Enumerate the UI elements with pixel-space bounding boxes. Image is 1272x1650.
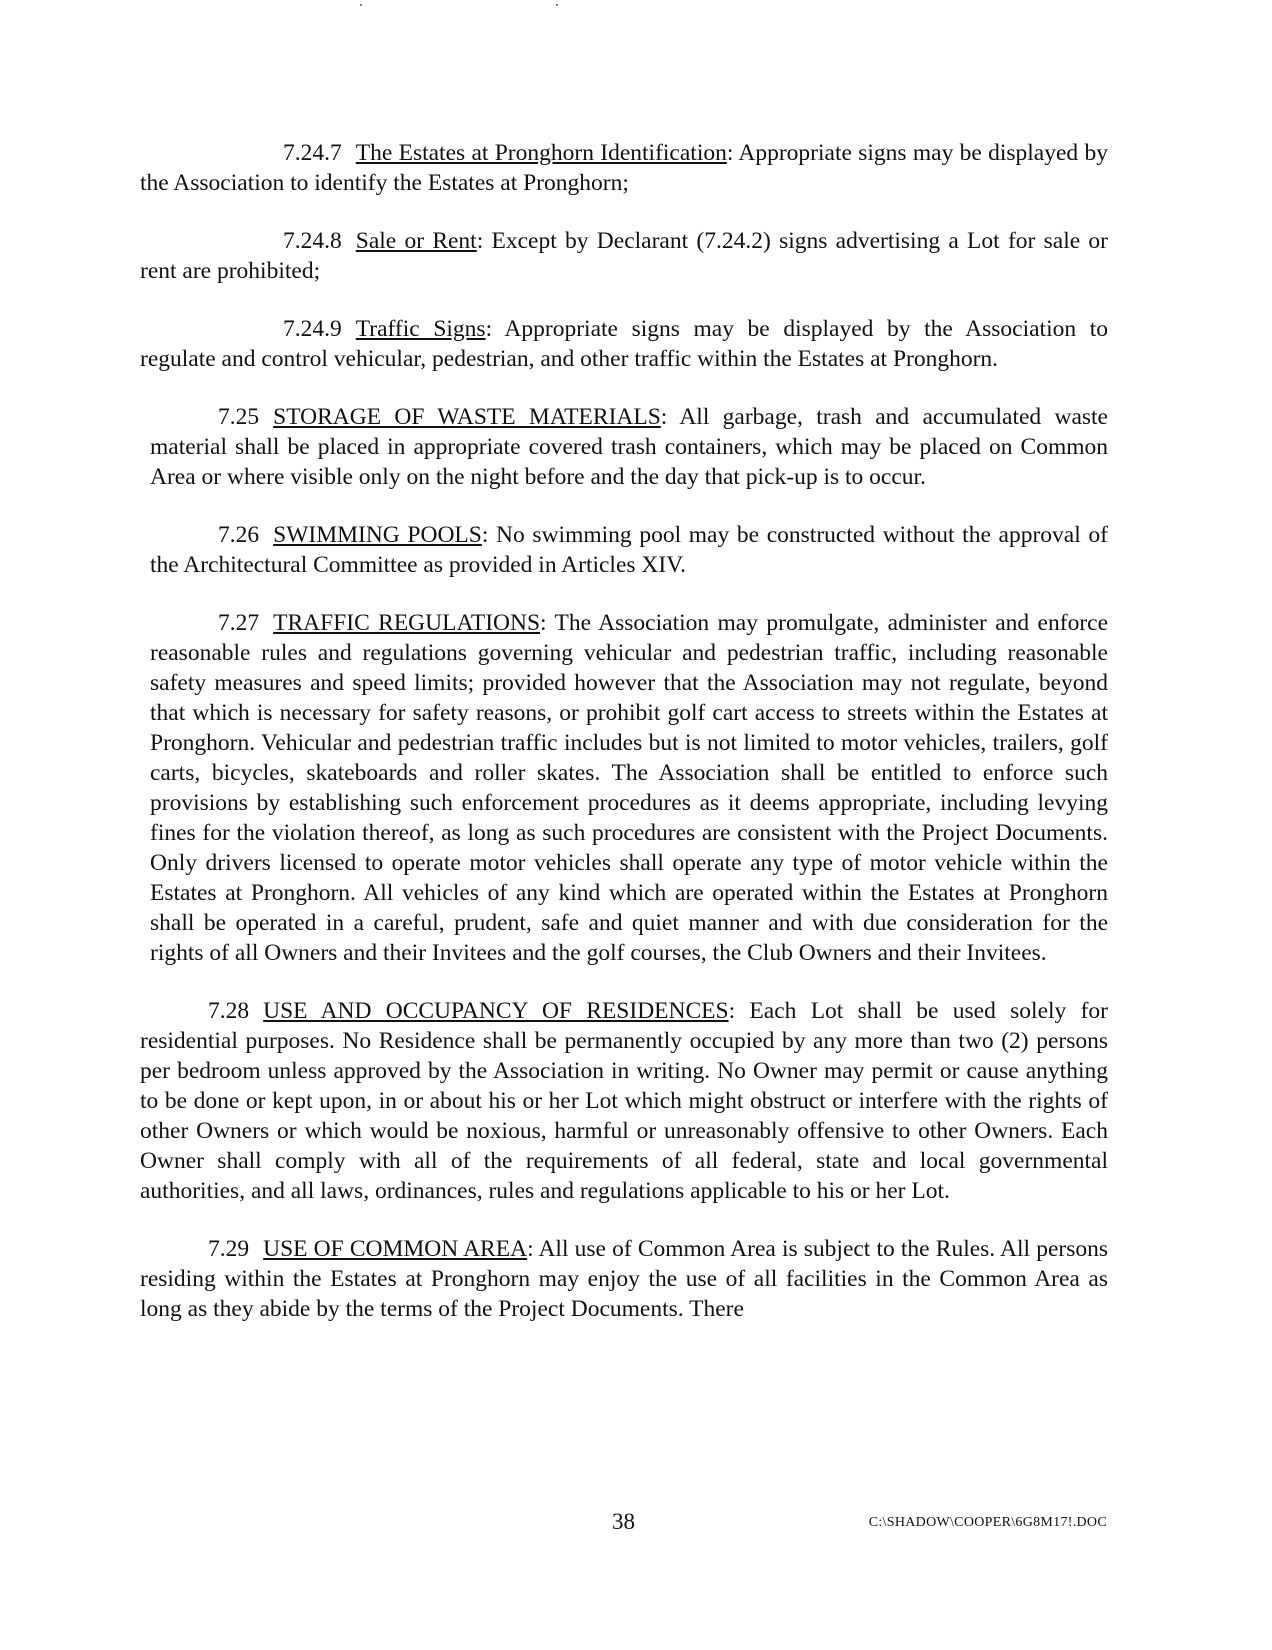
section-number: 7.28 [208, 998, 250, 1024]
section-number: 7.29 [208, 1236, 250, 1262]
section-text: : Except by Declarant (7.24.2) signs advertising a Lot for sale or rent are prohibited; [140, 228, 1108, 284]
section-7-24-7 [140, 138, 1108, 198]
main-sections [140, 402, 1108, 968]
section-7-24-8 [140, 226, 1108, 286]
section-heading: SWIMMING POOLS [273, 522, 482, 548]
section-heading: The Estates at Pronghorn Identification [355, 140, 727, 166]
section-7-27 [150, 608, 1108, 968]
section-text: : All garbage, trash and accumulated waste material shall be placed in appropriate covered trash containers, which may be placed on Common Area or where visible only on the night before and the day that pick-up is to occur. [150, 404, 1108, 490]
page-number: 38 [612, 1509, 635, 1534]
section-number: 7.27 [218, 610, 260, 636]
section-text: : All use of Common Area is subject to the Rules. All persons residing within the Estates at Pronghorn may enjoy the use of all facilities in the Common Area as long as they abide by the terms of the Project Documents. There [140, 1236, 1108, 1322]
section-heading: Traffic Signs [355, 316, 486, 342]
section-text: : Appropriate signs may be displayed by the Association to regulate and control vehicular, pedestrian, and other traffic within the Estates at Pronghorn. [140, 316, 1108, 372]
section-number: 7.25 [218, 404, 260, 430]
section-7-26 [150, 520, 1108, 580]
section-7-28 [140, 996, 1108, 1206]
section-heading: Sale or Rent [355, 228, 477, 254]
section-number: 7.26 [218, 522, 260, 548]
section-text: : Appropriate signs may be displayed by the Association to identify the Estates at Pronghorn; [140, 140, 1108, 196]
section-text: : No swimming pool may be constructed without the approval of the Architectural Committee as provided in Articles XIV. [150, 522, 1108, 578]
section-7-24-9 [140, 314, 1108, 374]
section-heading: USE AND OCCUPANCY OF RESIDENCES [263, 998, 729, 1024]
section-number: 7.24.8 [283, 228, 342, 254]
page-footer [0, 1509, 1272, 1541]
section-heading: STORAGE OF WASTE MATERIALS [273, 404, 661, 430]
section-text: : Each Lot shall be used solely for residential purposes. No Residence shall be permanently occupied by any more than two (2) persons per bedroom unless approved by the Association in writing. No Owner may permit or cause anything to be done or kept upon, in or about his or her Lot which might obstruct or interfere with the rights of other Owners or which would be noxious, harmful or unreasonably offensive to other Owners. Each Owner shall comply with all of the requirements of all federal, state and local governmental authorities, and all laws, ordinances, rules and regulations applicable to his or her Lot. [140, 998, 1108, 1204]
section-text: : The Association may promulgate, administer and enforce reasonable rules and regulations governing vehicular and pedestrian traffic, including reasonable safety measures and speed limits; provided however that the Association may not regulate, beyond that which is necessary for safety reasons, or prohibit golf cart access to streets within the Estates at Pronghorn. Vehicular and pedestrian traffic includes but is not limited to motor vehicles, trailers, golf carts, bicycles, skateboards and roller skates. The Association shall be entitled to enforce such provisions by establishing such enforcement procedures as it deems appropriate, including levying fines for the violation thereof, as long as such procedures are consistent with the Project Documents. Only drivers licensed to operate motor vehicles shall operate any type of motor vehicle within the Estates at Pronghorn. All vehicles of any kind which are operated within the Estates at Pronghorn shall be operated in a careful, prudent, safe and quiet manner and with due consideration for the rights of all Owners and their Invitees and the golf courses, the Club Owners and their Invitees. [150, 610, 1108, 966]
file-path: C:\SHADOW\COOPER\6G8M17!.DOC [868, 1515, 1107, 1530]
section-number: 7.24.7 [283, 140, 342, 166]
scan-specks [360, 4, 580, 10]
section-7-25 [150, 402, 1108, 492]
section-number: 7.24.9 [283, 316, 342, 342]
section-heading: TRAFFIC REGULATIONS [273, 610, 541, 636]
section-7-29 [140, 1234, 1108, 1324]
document-body [140, 138, 1108, 1324]
scan-speck [556, 4, 558, 6]
scan-speck [360, 4, 362, 6]
section-heading: USE OF COMMON AREA [263, 1236, 528, 1262]
